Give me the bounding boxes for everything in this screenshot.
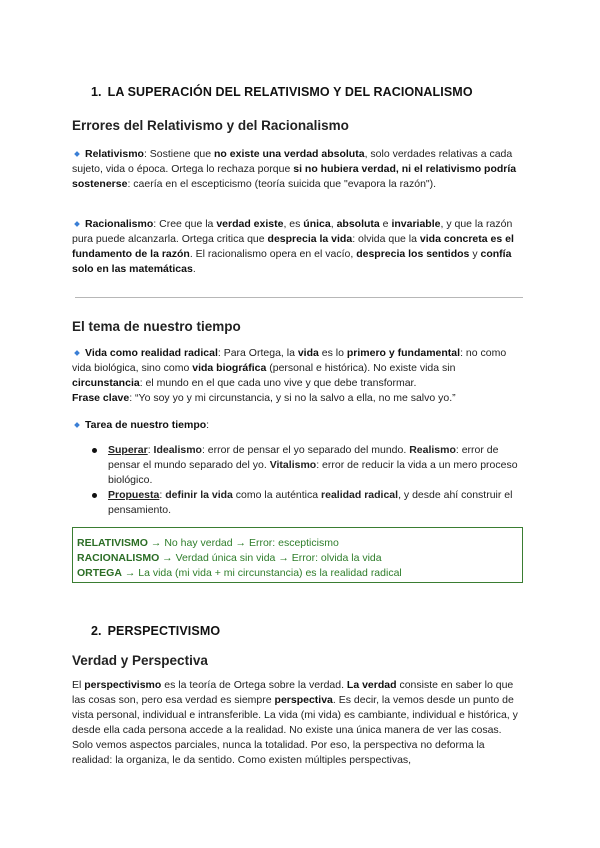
text-run: , y desde ahí construir el pensamiento. xyxy=(108,489,513,516)
bold-run: vida xyxy=(297,347,319,359)
bold-run: ORTEGA xyxy=(77,567,122,579)
frase-clave-label: Frase clave xyxy=(72,392,130,404)
bold-run: única xyxy=(303,218,331,230)
text-run: como la auténtica xyxy=(232,489,322,501)
horizontal-divider xyxy=(75,297,523,298)
text-run: : el mundo en el que cada uno vive y que debe transformar. xyxy=(139,377,417,389)
racionalismo-term: Racionalismo xyxy=(85,218,154,230)
summary-box xyxy=(72,527,523,583)
bold-run: invariable xyxy=(391,218,441,230)
bold-run: definir la vida xyxy=(165,489,233,501)
bold-run: desprecia la vida xyxy=(267,233,353,245)
list-item xyxy=(92,488,524,518)
summary-line-ortega xyxy=(77,566,518,581)
text-run: , solo verdades relativas a cada sujeto, vida o época. Ortega lo rechaza porque xyxy=(72,148,513,175)
diamond-bullet-icon xyxy=(74,350,80,356)
text-run: , es xyxy=(283,218,304,230)
diamond-bullet-icon xyxy=(74,422,80,428)
section-1-title: LA SUPERACIÓN DEL RELATIVISMO Y DEL RACIONALISMO xyxy=(107,85,473,99)
text-run: es la teoría de Ortega sobre la verdad. xyxy=(161,679,347,691)
summary-line-relativismo xyxy=(77,536,518,551)
summary-line-racionalismo xyxy=(77,551,518,566)
bold-run: perspectiva xyxy=(274,694,333,706)
verdad-heading: Verdad y Perspectiva xyxy=(72,653,208,668)
section-2-title: PERSPECTIVISMO xyxy=(107,624,221,638)
propuesta-label: Propuesta xyxy=(108,489,160,501)
text-run: : Cree que la xyxy=(153,218,217,230)
bold-run: La verdad xyxy=(346,679,397,691)
text-run: → Verdad única sin vida → Error: olvida la vida xyxy=(159,552,382,564)
text-run: : error de reducir la vida a un mero proceso biológico. xyxy=(108,459,518,486)
text-run: e xyxy=(379,218,392,230)
bold-run: confía solo en las matemáticas xyxy=(72,248,512,275)
tarea-bullet-list xyxy=(92,443,524,518)
bullet-dot-icon xyxy=(92,448,97,453)
relativismo-term: Relativismo xyxy=(85,148,144,160)
text-run: : error de pensar el yo separado del mundo. xyxy=(201,444,410,456)
text-run: : xyxy=(147,444,154,456)
relativismo-paragraph xyxy=(72,147,524,192)
text-run: . xyxy=(192,263,196,275)
bold-run: absoluta xyxy=(336,218,380,230)
text-run: : Para Ortega, la xyxy=(217,347,298,359)
tarea-label: Tarea de nuestro tiempo xyxy=(85,419,207,431)
section-2-heading xyxy=(91,624,220,638)
text-run: El xyxy=(72,679,85,691)
bold-run: circunstancia xyxy=(72,377,140,389)
bold-run: si no hubiera verdad, ni el relativismo podría sostenerse xyxy=(72,163,517,190)
text-run: : caería en el escepticismo (teoría suicida que "evapora la razón"). xyxy=(127,178,437,190)
bold-run: realidad radical xyxy=(321,489,399,501)
list-item xyxy=(92,443,524,488)
section-1-number: 1. xyxy=(91,85,102,99)
text-run: . El racionalismo opera en el vacío, xyxy=(189,248,357,260)
text-run: consiste en saber lo que las cosas son, pero esa verdad es siempre xyxy=(72,679,514,706)
text-run: es lo xyxy=(318,347,347,359)
errores-heading: Errores del Relativismo y del Racionalismo xyxy=(72,118,349,133)
bold-run: primero y fundamental xyxy=(346,347,461,359)
frase-clave-text: : “Yo soy yo y mi circunstancia, y si no la salvo a ella, no me salvo yo.” xyxy=(129,392,456,404)
bold-run: verdad existe xyxy=(216,218,284,230)
text-run: : no como vida biológica, sino como xyxy=(72,347,507,374)
bold-run: Vitalismo xyxy=(269,459,317,471)
section-2-number: 2. xyxy=(91,624,102,638)
bold-run: no existe una verdad absoluta xyxy=(214,148,365,160)
text-run: y xyxy=(469,248,481,260)
verdad-paragraph xyxy=(72,678,524,768)
text-run: (personal e histórica). No existe vida sin xyxy=(266,362,456,374)
bold-run: RACIONALISMO xyxy=(77,552,160,564)
text-run: → La vida (mi vida + mi circunstancia) es la realidad radical xyxy=(121,567,402,579)
text-run: : error de pensar el mundo separado del yo. xyxy=(108,444,499,471)
bold-run: desprecia los sentidos xyxy=(356,248,470,260)
bold-run: Idealismo xyxy=(153,444,202,456)
vida-term: Vida como realidad radical xyxy=(85,347,218,359)
text-run: : xyxy=(206,419,210,431)
bold-run: perspectivismo xyxy=(84,679,162,691)
text-run: , y que la razón pura puede alcanzarla. Ortega critica que xyxy=(72,218,513,245)
text-run: , xyxy=(330,218,337,230)
superar-label: Superar xyxy=(108,444,148,456)
tarea-heading xyxy=(72,418,524,433)
text-run: . Es decir, la vemos desde un punto de vista personal, individual e intransferible. La vida (mi vida) es cambiante, individual e histórica, y desde ella cada persona accede a la realidad. No existe una única manera de ver las cosas. Solo vemos aspectos parciales, nunca la totalidad. Por eso, la perspectiva no deforma la realidad: la organiza, le da sentido. Como existen múltiples perspectivas, xyxy=(72,694,518,766)
diamond-bullet-icon xyxy=(74,221,80,227)
tema-heading: El tema de nuestro tiempo xyxy=(72,319,241,334)
bullet-dot-icon xyxy=(92,493,97,498)
section-1-heading xyxy=(91,85,473,99)
text-run: : Sostiene que xyxy=(143,148,215,160)
text-run: : olvida que la xyxy=(352,233,420,245)
bold-run: vida concreta es el fundamento de la razón xyxy=(72,233,514,260)
racionalismo-paragraph xyxy=(72,217,524,277)
vida-paragraph xyxy=(72,346,524,406)
text-run: → No hay verdad → Error: escepticismo xyxy=(147,537,339,549)
bold-run: RELATIVISMO xyxy=(77,537,148,549)
text-run: : xyxy=(159,489,166,501)
bold-run: vida biográfica xyxy=(192,362,267,374)
diamond-bullet-icon xyxy=(74,151,80,157)
bold-run: Realismo xyxy=(409,444,456,456)
